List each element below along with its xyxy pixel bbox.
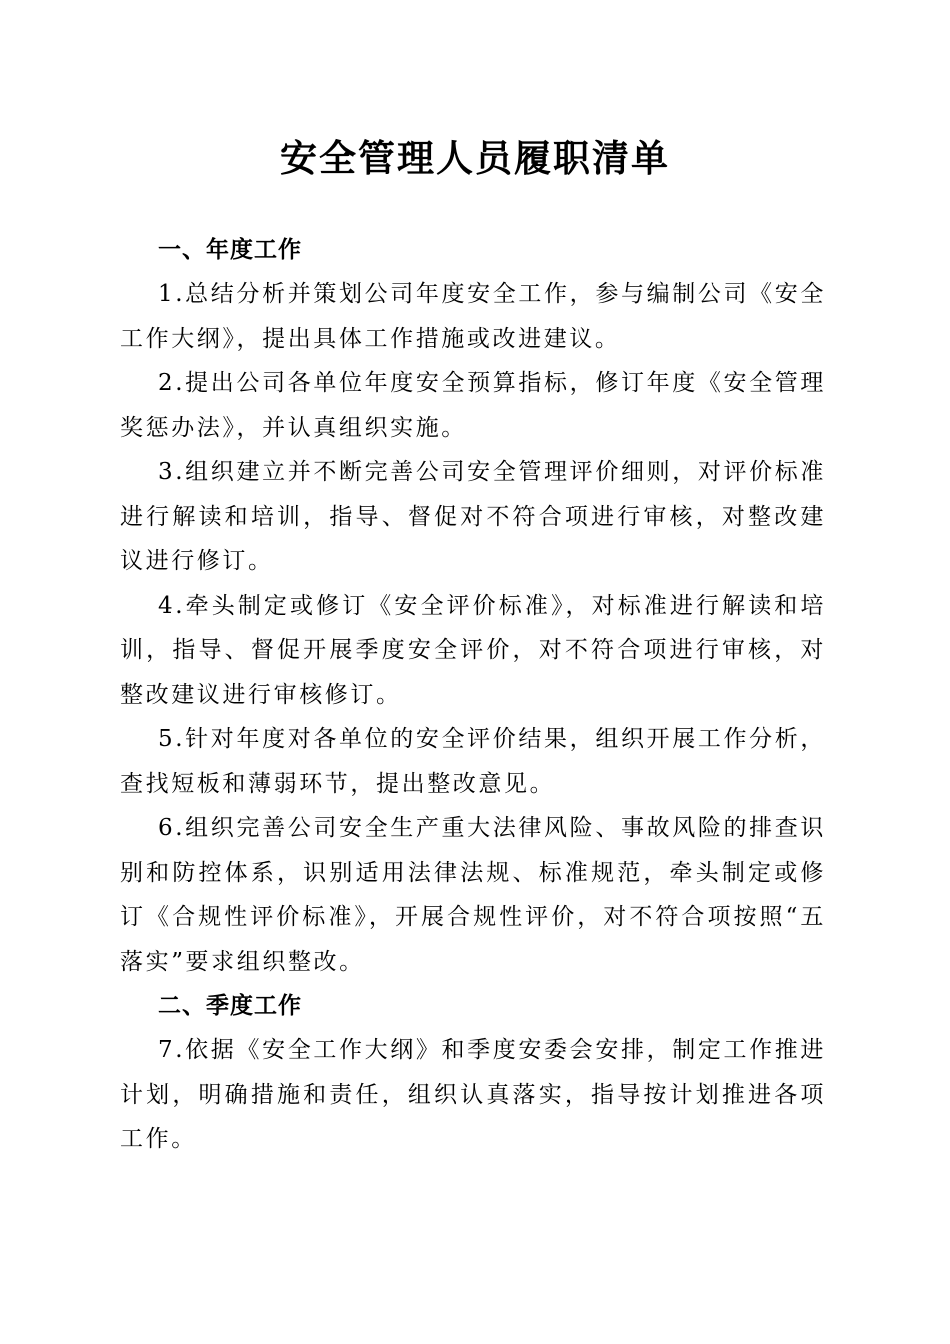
document-body	[120, 228, 826, 1162]
list-item: 3.组织建立并不断完善公司安全管理评价细则，对评价标准进行解读和培训，指导、督促对不符合项进行审核，对整改建议进行修订。	[120, 459, 826, 574]
document-title: 安全管理人员履职清单	[280, 136, 670, 180]
list-item: 6.组织完善公司安全生产重大法律风险、事故风险的排查识别和防控体系，识别适用法律法规、标准规范，牵头制定或修订《合规性评价标准》，开展合规性评价，对不符合项按照“五落实”要求组织整改。	[120, 815, 826, 975]
list-item: 5.针对年度对各单位的安全评价结果，组织开展工作分析，查找短板和薄弱环节，提出整改意见。	[120, 726, 826, 797]
section-heading: 二、季度工作	[158, 993, 302, 1019]
section-quarterly-work	[120, 984, 826, 1162]
section-heading: 一、年度工作	[158, 237, 302, 263]
list-item: 2.提出公司各单位年度安全预算指标，修订年度《安全管理奖惩办法》，并认真组织实施。	[120, 370, 826, 441]
list-item: 4.牵头制定或修订《安全评价标准》，对标准进行解读和培训，指导、督促开展季度安全评价，对不符合项进行审核，对整改建议进行审核修订。	[120, 592, 826, 708]
list-item: 7.依据《安全工作大纲》和季度安委会安排，制定工作推进计划，明确措施和责任，组织认真落实，指导按计划推进各项工作。	[120, 1037, 826, 1152]
section-annual-work	[120, 228, 826, 984]
list-item: 1.总结分析并策划公司年度安全工作，参与编制公司《安全工作大纲》，提出具体工作措施或改进建议。	[120, 281, 826, 352]
